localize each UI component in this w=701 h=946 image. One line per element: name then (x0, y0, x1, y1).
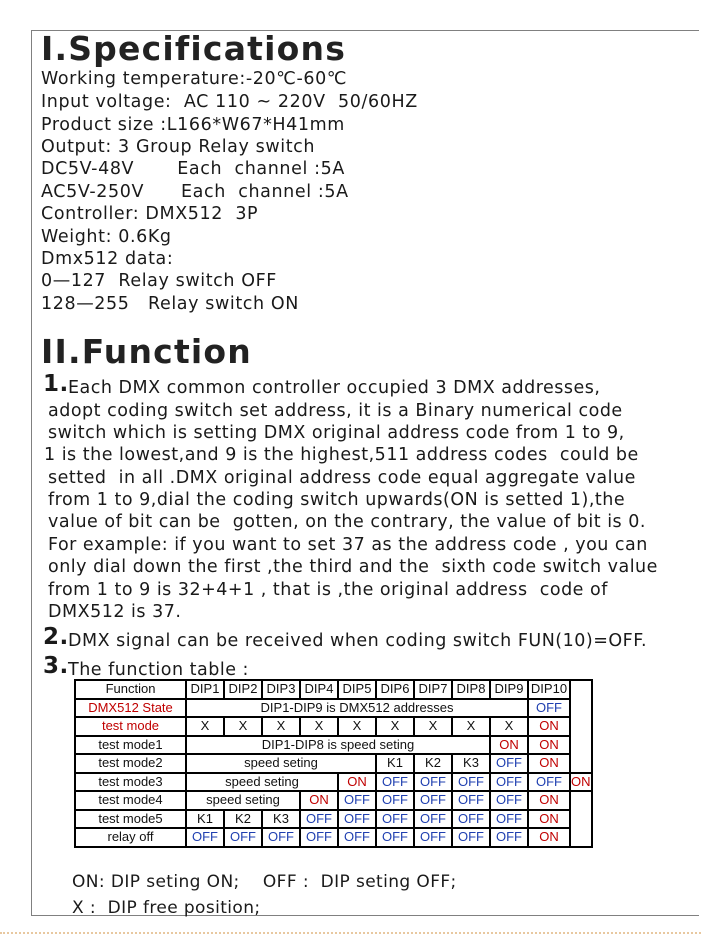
table-row (75, 828, 592, 847)
dip-cell: K3 (262, 810, 300, 829)
dip-cell: OFF (452, 828, 490, 847)
dip-cell: ON (528, 810, 570, 829)
spec-line: Input voltage: AC 110 ~ 220V 50/60HZ (41, 92, 418, 112)
table-row (75, 736, 592, 755)
header-cell: DIP10 (528, 680, 570, 699)
dip-cell: K1 (376, 754, 414, 773)
item3-number: 3. (43, 653, 69, 679)
dip-cell: ON (528, 828, 570, 847)
item1-line: adopt coding switch set address, it is a Binary numerical code (48, 401, 623, 421)
span-cell: speed seting (186, 791, 300, 810)
dip-cell: OFF (338, 810, 376, 829)
table-row (75, 699, 592, 718)
row-label: test mode1 (75, 736, 186, 755)
item1-line: from 1 to 9,dial the coding switch upwards(ON is setted 1),the (48, 490, 626, 510)
row-label: test mode2 (75, 754, 186, 773)
table-row (75, 754, 592, 773)
dip-cell: ON (300, 791, 338, 810)
spec-line: Controller: DMX512 3P (41, 204, 259, 224)
dip-cell: OFF (414, 810, 452, 829)
row-label: DMX512 State (75, 699, 186, 718)
header-cell: DIP2 (224, 680, 262, 699)
item1-line: switch which is setting DMX original address code from 1 to 9, (48, 423, 625, 443)
function-title: II.Function (41, 332, 252, 371)
header-cell: DIP9 (490, 680, 528, 699)
dip-cell: X (376, 717, 414, 736)
dip-cell: OFF (490, 773, 528, 792)
span-cell: DIP1-DIP8 is speed seting (186, 736, 490, 755)
dip-cell: OFF (338, 828, 376, 847)
dip-cell: OFF (376, 773, 414, 792)
dip-cell: OFF (300, 810, 338, 829)
dip-cell: OFF (262, 828, 300, 847)
header-cell: DIP7 (414, 680, 452, 699)
dip-cell: OFF (490, 810, 528, 829)
dip-cell: OFF (338, 791, 376, 810)
spec-line: 128—255 Relay switch ON (41, 294, 299, 314)
span-cell: DIP1-DIP9 is DMX512 addresses (186, 699, 528, 718)
dip-cell: K2 (414, 754, 452, 773)
dip-cell: OFF (490, 754, 528, 773)
dip-cell: ON (570, 773, 592, 792)
header-cell: Function (75, 680, 186, 699)
span-cell: speed seting (186, 773, 338, 792)
dip-cell: OFF (528, 699, 570, 718)
item2-text: DMX signal can be received when coding switch FUN(10)=OFF. (68, 631, 648, 651)
dip-cell: X (186, 717, 224, 736)
legend-note-on-off: ON: DIP seting ON; OFF : DIP seting OFF; (72, 872, 457, 892)
dip-cell: K1 (186, 810, 224, 829)
item1-line: value of bit can be gotten, on the contrary, the value of bit is 0. (48, 512, 646, 532)
dip-cell: ON (528, 791, 570, 810)
table-row (75, 717, 592, 736)
row-label: test mode5 (75, 810, 186, 829)
item1-line: 1 is the lowest,and 9 is the highest,511 address codes could be (44, 445, 639, 465)
row-label: test mode3 (75, 773, 186, 792)
header-cell: DIP6 (376, 680, 414, 699)
header-cell: DIP4 (300, 680, 338, 699)
spec-line: Working temperature:-20℃-60℃ (41, 69, 348, 89)
row-label: relay off (75, 828, 186, 847)
dip-cell: OFF (376, 791, 414, 810)
dip-cell: X (490, 717, 528, 736)
table-row (75, 810, 592, 829)
dip-cell: X (338, 717, 376, 736)
item3-text: The function table : (68, 660, 249, 680)
spec-line: 0—127 Relay switch OFF (41, 271, 277, 291)
header-cell: DIP5 (338, 680, 376, 699)
dip-cell: K3 (452, 754, 490, 773)
bottom-divider (0, 932, 701, 934)
spec-line: Output: 3 Group Relay switch (41, 137, 316, 157)
spec-line: Product size :L166*W67*H41mm (41, 115, 345, 135)
header-cell: DIP3 (262, 680, 300, 699)
dip-cell: ON (528, 717, 570, 736)
item1-line: setted in all .DMX original address code equal aggregate value (48, 468, 636, 488)
legend-note-free: X : DIP free position; (72, 898, 261, 918)
dip-cell: OFF (452, 773, 490, 792)
item1-line: Each DMX common controller occupied 3 DMX addresses, (68, 378, 601, 398)
dip-cell: OFF (490, 828, 528, 847)
spec-line: Dmx512 data: (41, 249, 174, 269)
item1-number: 1. (43, 371, 69, 397)
item1-line: DMX512 is 37. (48, 602, 182, 622)
span-cell: speed seting (186, 754, 376, 773)
dip-cell: OFF (490, 791, 528, 810)
dip-cell: X (300, 717, 338, 736)
header-cell: DIP8 (452, 680, 490, 699)
table-row (75, 773, 592, 792)
dip-cell: OFF (414, 773, 452, 792)
specifications-title: I.Specifications (41, 29, 347, 68)
dip-cell: OFF (224, 828, 262, 847)
row-label: test mode (75, 717, 186, 736)
dip-cell: X (262, 717, 300, 736)
dip-cell: K2 (224, 810, 262, 829)
dip-cell: ON (528, 754, 570, 773)
dip-cell: OFF (300, 828, 338, 847)
row-label: test mode4 (75, 791, 186, 810)
header-cell: DIP1 (186, 680, 224, 699)
spec-line: Weight: 0.6Kg (41, 227, 172, 247)
dip-cell: OFF (452, 791, 490, 810)
dip-cell: OFF (376, 810, 414, 829)
dip-cell: X (414, 717, 452, 736)
dip-cell: X (224, 717, 262, 736)
dip-cell: ON (338, 773, 376, 792)
dip-cell: ON (528, 736, 570, 755)
item1-line: only dial down the first ,the third and the sixth code switch value (48, 557, 658, 577)
table-row (75, 791, 592, 810)
item2-number: 2. (43, 624, 69, 650)
item1-line: For example: if you want to set 37 as the address code , you can (48, 535, 648, 555)
dip-cell: OFF (414, 828, 452, 847)
item1-line: from 1 to 9 is 32+4+1 , that is ,the original address code of (48, 580, 608, 600)
dip-cell: X (452, 717, 490, 736)
dip-cell: OFF (528, 773, 570, 792)
dip-cell: OFF (376, 828, 414, 847)
table-header-row (75, 680, 592, 699)
dip-cell: OFF (414, 791, 452, 810)
function-table (74, 679, 593, 848)
spec-line: AC5V-250V Each channel :5A (41, 182, 349, 202)
dip-cell: OFF (186, 828, 224, 847)
dip-cell: ON (490, 736, 528, 755)
spec-line: DC5V-48V Each channel :5A (41, 159, 345, 179)
dip-cell: OFF (452, 810, 490, 829)
